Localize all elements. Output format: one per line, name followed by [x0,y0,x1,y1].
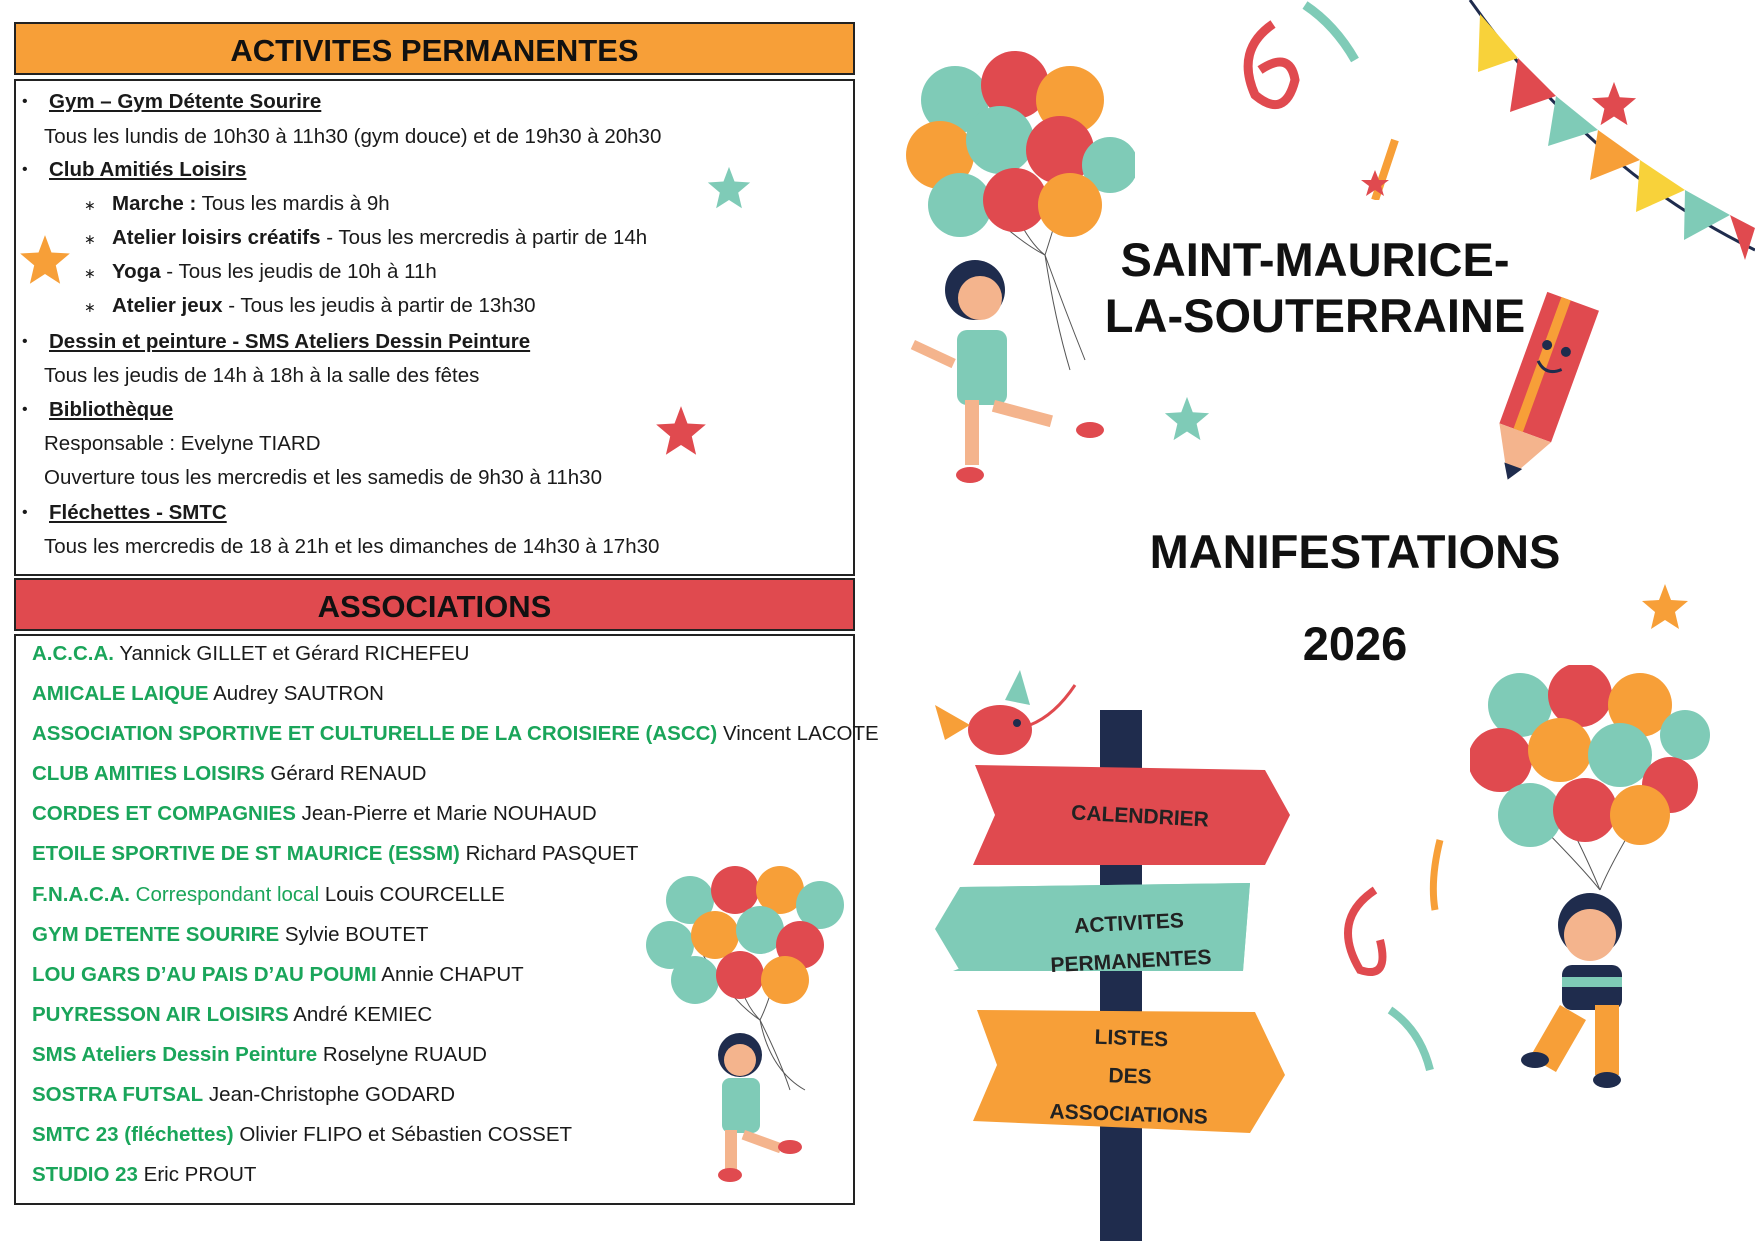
activity-title-club: Club Amitiés Loisirs [49,158,247,181]
bullet: • [22,401,28,418]
year-label: 2026 [1302,617,1408,670]
association-item: LOU GARS D’AU PAIS D’AU POUMI Annie CHAPUT [32,963,524,986]
confetti-decoration [1225,0,1425,200]
association-item: SMS Ateliers Dessin Peinture Roselyne RUAUD [32,1043,487,1066]
activity-title-flechettes: Fléchettes - SMTC [49,501,227,524]
bird-illustration [925,665,1085,775]
star-icon [1163,395,1211,443]
subitem-yoga: Yoga - Tous les jeudis de 10h à 11h [112,260,437,283]
activity-line: Tous les jeudis de 14h à 18h à la salle des fêtes [44,364,480,387]
activity-line: Ouverture tous les mercredis et les samedis de 9h30 à 11h30 [44,466,602,489]
associations-header: ASSOCIATIONS [14,578,855,631]
subitem-marche: Marche : Tous les mardis à 9h [112,192,390,215]
bullet: • [22,504,28,521]
sign-calendrier: CALENDRIER [1070,801,1210,832]
association-item: SMTC 23 (fléchettes) Olivier FLIPO et Sébastien COSSET [32,1123,573,1146]
star-icon [1640,582,1690,632]
association-item: GYM DETENTE SOURIRE Sylvie BOUTET [32,923,429,946]
subitem-atelier-jeux: Atelier jeux - Tous les jeudis à partir de 13h30 [112,294,536,317]
activities-header: ACTIVITES PERMANENTES [14,22,855,75]
bullet: • [22,93,28,110]
association-item: F.N.A.C.A. Correspondant local Louis COURCELLE [32,883,505,906]
bullet: • [22,333,28,350]
balloon-girl-illustration [640,850,855,1200]
association-item: CLUB AMITIES LOISIRS Gérard RENAUD [32,762,427,785]
asterisk: ∗ [84,299,96,315]
asterisk: ∗ [84,265,96,281]
association-item: SOSTRA FUTSAL Jean-Christophe GODARD [32,1083,456,1106]
activity-title-bibliotheque: Bibliothèque [49,398,174,421]
association-item: ETOILE SPORTIVE DE ST MAURICE (ESSM) Richard PASQUET [32,842,639,865]
association-item: ASSOCIATION SPORTIVE ET CULTURELLE DE LA CROISIERE (ASCC) Vincent LACOTE [32,722,879,745]
balloon-boy-illustration [1470,665,1710,1095]
page-title: MANIFESTATIONS [1149,525,1561,578]
activity-title-gym: Gym – Gym Détente Sourire [49,90,322,113]
activity-title-dessin: Dessin et peinture - SMS Ateliers Dessin Peinture [49,330,531,353]
sign-activites: ACTIVITES PERMANENTES [1049,909,1212,978]
association-item: AMICALE LAIQUE Audrey SAUTRON [32,682,384,705]
activity-line: Tous les lundis de 10h30 à 11h30 (gym douce) et de 19h30 à 20h30 [44,125,662,148]
bullet: • [22,161,28,178]
star-icon [1590,80,1638,128]
asterisk: ∗ [84,231,96,247]
star-icon [18,233,72,287]
association-item: CORDES ET COMPAGNIES Jean-Pierre et Marie NOUHAUD [32,802,597,825]
star-icon [706,165,752,211]
association-item: PUYRESSON AIR LOISIRS André KEMIEC [32,1003,433,1026]
association-item: A.C.C.A. Yannick GILLET et Gérard RICHEFEU [32,642,470,665]
town-name: SAINT-MAURICE- LA-SOUTERRAINE [1104,233,1526,342]
star-icon [654,404,708,458]
sign-associations: LISTES DES ASSOCIATIONS [1049,1025,1209,1129]
asterisk: ∗ [84,197,96,213]
association-item: STUDIO 23 Eric PROUT [32,1163,257,1186]
activity-line: Responsable : Evelyne TIARD [44,432,321,455]
confetti-decoration [1320,820,1460,1080]
subitem-atelier-creatif: Atelier loisirs créatifs - Tous les mercredis à partir de 14h [112,226,648,249]
activity-line: Tous les mercredis de 18 à 21h et les dimanches de 14h30 à 17h30 [44,535,660,558]
